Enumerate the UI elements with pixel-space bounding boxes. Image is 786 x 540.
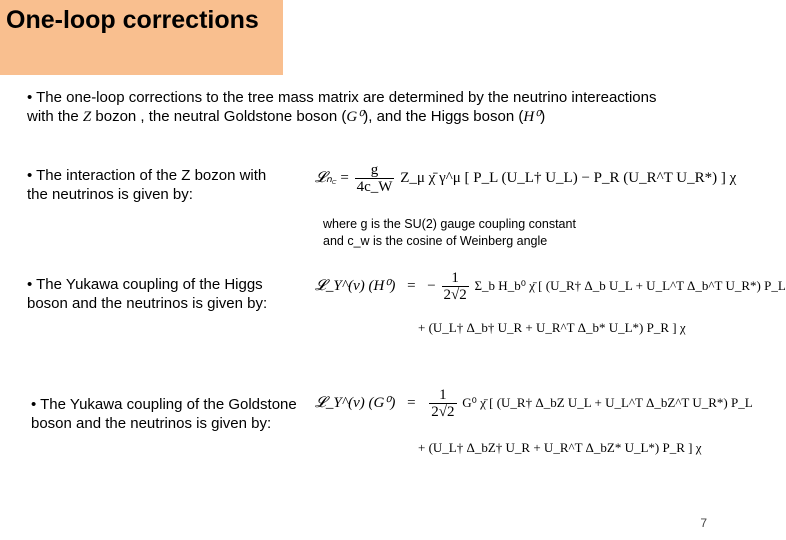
- intro-text-2: bozon , the neutral Goldstone boson (: [91, 108, 347, 125]
- higgs-eq-line-1: Σ_b H_b⁰ χ̄ [ (U_R† Δ_b U_L + U_L^T Δ_b^T U_R*) P_L: [474, 277, 786, 293]
- slide-title: One-loop corrections: [6, 6, 259, 34]
- goldstone-eq-fraction: [429, 387, 456, 420]
- intro-symbol-z: Z: [82, 109, 92, 125]
- goldstone-eq-lhs: 𝓛_Y^(ν) (G⁰): [315, 394, 396, 411]
- goldstone-eq-sign: =: [407, 394, 416, 411]
- yukawa-higgs-text: • The Yukawa coupling of the Higgs boson and the neutrinos is given by:: [27, 276, 268, 312]
- yukawa-higgs-equation-line-1: 𝓛_Y^(ν) (H⁰) = − $\frac{1}{2√2}$ Σ_b H_b⁰ χ̄ [ (U_R† Δ_b U_L + U_L^T Δ_b^T U_R*) P_L: [315, 270, 786, 303]
- higgs-eq-frac-num: 1: [442, 270, 469, 287]
- higgs-eq-sign: =: [407, 277, 416, 294]
- z-eq-fraction: [355, 162, 395, 195]
- z-eq-lhs: 𝓛ₙ꜀: [315, 169, 337, 186]
- higgs-eq-lhs: 𝓛_Y^(ν) (H⁰): [315, 277, 396, 294]
- z-interaction-equation: 𝓛ₙ꜀ = $\frac{g}{4c\_W}$ Z_μ χ̄ γ^μ [ P_L (U_L† U_L) − P_R (U_R^T U_R*) ] χ: [315, 162, 737, 195]
- yukawa-goldstone-equation-line-2: + (U_L† Δ_bZ† U_R + U_R^T Δ_bZ* U_L*) P_R ] χ: [418, 440, 702, 455]
- z-eq-frac-num: g: [355, 162, 395, 179]
- yukawa-goldstone-text: • The Yukawa coupling of the Goldstone boson and the neutrinos is given by:: [31, 396, 297, 432]
- yukawa-goldstone-equation-line-1: [315, 387, 753, 420]
- intro-text-1: • The one-loop corrections to the tree mass matrix are determined by the neutrino intereactions with the: [27, 89, 657, 125]
- page-number: 7: [700, 516, 707, 530]
- intro-text-4: ): [540, 108, 546, 125]
- higgs-eq-frac-den: 2√2: [443, 287, 467, 303]
- intro-symbol-g0: G⁰: [346, 109, 364, 125]
- goldstone-eq-line-1: G⁰ χ̄ [ (U_R† Δ_bZ U_L + U_L^T Δ_bZ^T U_R*) P_L: [462, 394, 753, 410]
- z-eq-body: Z_μ χ̄ γ^μ [ P_L (U_L† U_L) − P_R (U_R^T U_R*) ] χ: [400, 169, 737, 186]
- z-interaction-note-2: and c_w is the cosine of Weinberg angle: [323, 234, 548, 248]
- higgs-eq-fraction: [442, 270, 469, 303]
- title-banner: [0, 0, 283, 75]
- intro-paragraph: [27, 88, 667, 127]
- z-interaction-text: • The interaction of the Z bozon with the neutrinos is given by:: [27, 167, 267, 203]
- z-interaction-note-1: where g is the SU(2) gauge coupling constant: [323, 217, 576, 231]
- yukawa-higgs-equation-line-2: + (U_L† Δ_b† U_R + U_R^T Δ_b* U_L*) P_R ] χ: [418, 320, 686, 335]
- intro-text-3: ), and the Higgs boson (: [363, 108, 524, 125]
- intro-symbol-h0: H⁰: [523, 109, 541, 125]
- z-eq-frac-den: 4c_W: [356, 179, 393, 195]
- goldstone-eq-frac-den: 2√2: [431, 404, 455, 420]
- goldstone-eq-frac-num: 1: [429, 387, 456, 404]
